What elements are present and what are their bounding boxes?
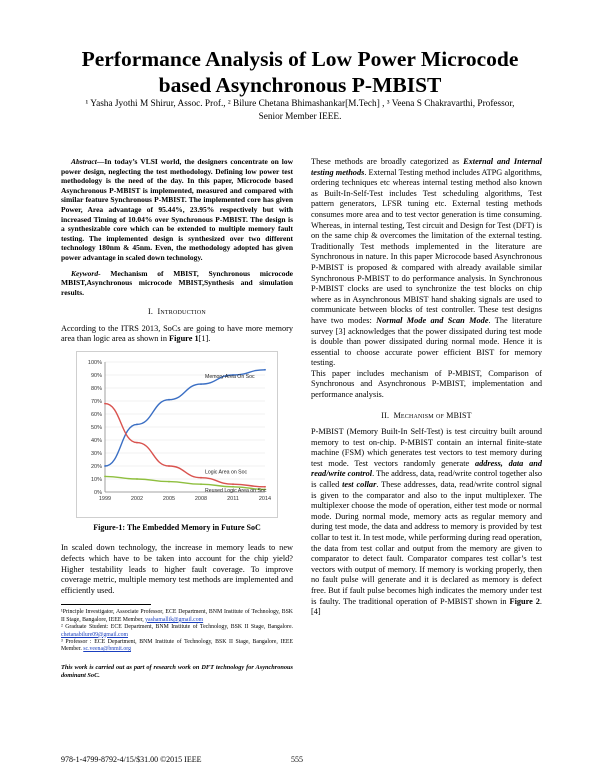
- x-tick-label: 2008: [194, 495, 208, 502]
- mech-text-c: . The address, data, read/write control together also is called: [311, 469, 543, 490]
- abstract-body: —In today’s VLSI world, the designers concentrate on low power design, neglecting the test methodology. Defining low power test methodology is the need of the day. In this paper, Microcode based Asynchronous P-MBIST is implemented, measured and compared with similar feature Synchronous P-MBIST. The implemented core has given Power, Area advantage of 95.44%, 23.95% respectively but with increased Timing of 10.04% over Synchronous P-MBIST. The design is a synthesizable core which can be extended to multiple memory fault testing. The implemented design is synthesized over two different technology 180nm & 45nm. Even, the methodology adopted has given power advantage in scaled down technology.: [61, 157, 293, 262]
- data-point: [136, 423, 138, 425]
- y-tick-label: 10%: [90, 476, 102, 483]
- mech-text-g: . [4]: [311, 596, 542, 617]
- figure-ref: Figure 1: [169, 334, 199, 344]
- abstract-lead: Abstract: [71, 157, 97, 166]
- y-tick-label: 30%: [90, 450, 102, 457]
- methods-emphasis-2: Normal Mode and Scan Mode: [376, 315, 489, 325]
- y-tick-label: 100%: [87, 359, 102, 366]
- data-point: [200, 383, 202, 385]
- footnote-2-text: ² Graduate Student: ECE Department, BNM Institute of Technology, BSK II Stage, Bangalore.: [61, 624, 293, 631]
- methods-paragraph: [311, 157, 542, 369]
- right-column: [311, 157, 542, 618]
- data-point: [200, 477, 202, 479]
- data-point: [200, 483, 202, 485]
- authors-line-2: Senior Member IEEE.: [258, 111, 342, 122]
- mech-text-a: P-MBIST (Memory Built-In Self-Test) is test circuitry built around memory to test on-chip. P-MBIST contain an internal finite-state machine (FSM) which generates test vectors to test memory during test mode. Test vectors randomly generate: [311, 427, 542, 468]
- work-note: This work is carried out as part of research work on DFT technology for Asynchronous dominant SoC.: [61, 663, 293, 679]
- data-point: [168, 399, 170, 401]
- y-tick-label: 90%: [90, 372, 102, 379]
- figure-1: [76, 351, 278, 518]
- abstract: [61, 157, 293, 263]
- data-point: [104, 465, 106, 467]
- section-number: II.: [381, 410, 390, 420]
- series-line: [105, 370, 265, 466]
- series-label: Memory Area On Soc: [205, 374, 255, 381]
- y-tick-label: 40%: [90, 437, 102, 444]
- x-tick-label: 2011: [227, 495, 239, 502]
- data-point: [232, 483, 234, 485]
- section-heading-mechanism: [311, 411, 542, 421]
- scope-paragraph: This paper includes mechanism of P-MBIST, Comparison of Synchronous and Asynchronous P-MBIST, implementation and performance analysis.: [311, 368, 542, 400]
- footnote-2-email[interactable]: chetanabilure09@gmail.com: [61, 631, 128, 638]
- section-number: I.: [148, 307, 154, 317]
- series-label: Logic Area on Soc: [205, 469, 248, 476]
- keywords-body: Mechanism of MBIST, Synchronous microcode MBIST,Asynchronous microcode MBIST,Synthesis and simulation results.: [61, 268, 293, 297]
- intro-p1-end: [1].: [198, 334, 211, 344]
- author-block: [50, 98, 550, 123]
- paper-title: [40, 46, 560, 98]
- y-tick-label: 20%: [90, 463, 102, 470]
- data-point: [168, 481, 170, 483]
- y-tick-label: 60%: [90, 411, 102, 418]
- embedded-memory-chart: [77, 352, 277, 517]
- methods-text-a: These methods are broadly categorized as: [311, 157, 464, 166]
- mech-emphasis-1: address, data and read/write control: [311, 458, 542, 479]
- title-line-2: based Asynchronous P-MBIST: [158, 73, 442, 97]
- figure-2-ref: Figure 2: [509, 596, 540, 606]
- x-tick-label: 1999: [98, 495, 112, 502]
- data-point: [264, 369, 266, 371]
- series-label: Reused Logic Area on Soc: [205, 488, 267, 495]
- footnote-1-text: ¹Principle Investigator, Associate Professor, ECE Department, BNM Institute of Technology, BSK II Stage, Bangalore, IEEE Member,: [61, 609, 293, 623]
- methods-text-c: . External Testing method includes ATPG algorithms, ordering techniques etc whereas internal testing method also known as Built-In-Self-Test includes Test scheduling algorithms, Test pattern generators, LFSR tuning etc. External testing methods consumes more area and to test vector generation is time consuming. Whereas, in internal testing, Test circuit and Design for Test (DFT) is on the same chip & overcomes the limitation of the external testing. Traditionally Test methods implemented in the literature are Synchronous in nature. In this paper Microcode based Asynchronous P-MBIST is proposed & compared with already available similar Synchronous P-MBIST to do performance analysis. In Synchronous P-MBIST clocks are used to synchronize the test blocks on chip where as in Asynchronous MBIST hand shaking signals are used to communicate between blocks of test controller. These test designs have two modes:: [311, 167, 542, 325]
- data-point: [168, 465, 170, 467]
- figure-caption: Figure-1: The Embedded Memory in Future SoC: [93, 522, 261, 532]
- y-tick-label: 70%: [90, 398, 102, 405]
- methods-emphasis-1: External and Internal testing methods: [311, 157, 542, 177]
- x-tick-label: 2014: [258, 495, 272, 502]
- keywords-lead: Keyword-: [71, 268, 101, 278]
- section-title: Introduction: [157, 307, 206, 317]
- footnote-3: [61, 639, 293, 654]
- methods-text-e: . The literature survey [3] acknowledges that the power dissipated during test mode is double than power dissipated during normal mode. Hence it is essential to choose accurate power efficient BIST for memory testing.: [311, 315, 542, 368]
- footnote-3-text: ³ Professor : ECE Department, BNM Institute of Technology, BSK II Stage, Bangalore, IEEE Member.: [61, 638, 293, 653]
- intro-paragraph-2: In scaled down technology, the increase in memory leads to new defects which have to be taken into account for the chip yield? Higher testability leads to higher fault coverage. To improve coverage metric, multiple memory test methods are implemented and efficiently used.: [61, 543, 293, 595]
- y-tick-label: 50%: [90, 424, 102, 431]
- authors-line-1: ¹ Yasha Jyothi M Shirur, Assoc. Prof., ² Bilure Chetana Bhimashankar[M.Tech] , ³ Veena S Chakravarthi, Professor,: [85, 99, 515, 109]
- data-point: [136, 478, 138, 480]
- data-point: [104, 403, 106, 405]
- mech-emphasis-2: test collar: [342, 480, 377, 490]
- keywords: [61, 269, 293, 298]
- footnote-2: [61, 624, 293, 639]
- intro-p1-text: According to the ITRS 2013, SoCs are going to have more memory area than logic area as shown in: [61, 323, 293, 344]
- y-tick-label: 0%: [94, 489, 102, 496]
- data-point: [104, 475, 106, 477]
- footnote-1: [61, 609, 293, 624]
- mechanism-paragraph: [311, 427, 542, 618]
- left-column: [61, 157, 293, 680]
- x-tick-label: 2002: [130, 495, 144, 502]
- section-heading-introduction: [61, 307, 293, 317]
- footnote-rule: [61, 604, 151, 605]
- data-point: [136, 442, 138, 444]
- section-title: Mechanism of MBIST: [393, 410, 472, 420]
- title-line-1: Performance Analysis of Low Power Microcode: [81, 47, 519, 71]
- y-tick-label: 80%: [90, 385, 102, 392]
- footnotes: [61, 609, 293, 653]
- mech-text-e: . These addresses, data, read/write control signal is given to the comparator and also to the input multiplexer. The multiplexer choose the mode of operation, either test mode or normal mode. During normal mode, memory acts as regular memory and during test mode, the data and address to memory is provided by test collar to test it. In test mode, while performing during read operation, the data from test collar and output from the memory are given to comparator to detect fault. Comparator compares test collar’s test vectors with output of memory. If memory is working properly, then no fault pulse will generate and it is declared as memory is defect free. But if fault pulse becomes high indicates the memory under test is faulty. The traditional operation of P-MBIST shown in: [311, 480, 542, 606]
- intro-paragraph-1: [61, 324, 293, 345]
- page-number: 555: [291, 755, 303, 764]
- copyright-footer: 978-1-4799-8792-4/15/$31.00 ©2015 IEEE: [61, 755, 202, 764]
- x-tick-label: 2005: [162, 495, 176, 502]
- footnote-3-email[interactable]: sc.veena@bnmit.org: [83, 646, 131, 653]
- footnote-1-email[interactable]: yashamallik@gmail.com: [145, 616, 204, 623]
